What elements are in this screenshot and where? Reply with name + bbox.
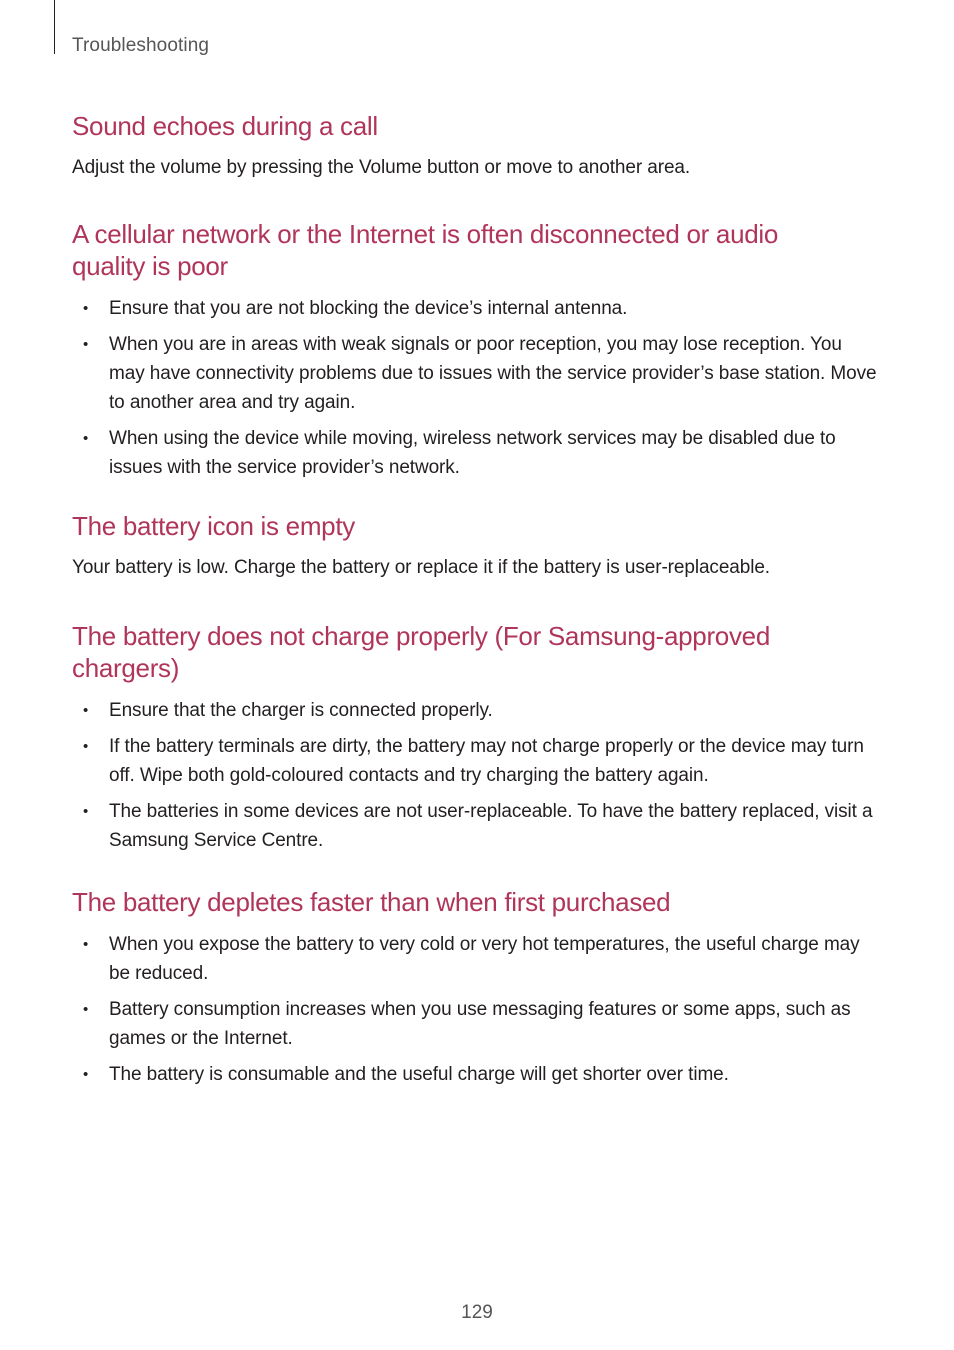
bullet-icon: • [83,336,89,353]
bullet-icon: • [83,1001,89,1018]
list-item-text: The batteries in some devices are not user-replaceable. To have the battery replaced, visit a Samsung Service Centre. [109,801,873,851]
list-item [72,995,882,1053]
section-heading-line: chargers) [72,653,180,683]
section-network-disconnected [72,218,882,482]
section-body: Your battery is low. Charge the battery or replace it if the battery is user-replaceable. [72,557,770,578]
bullet-list [72,294,882,482]
bullet-icon: • [83,738,89,755]
bullet-icon: • [83,1066,89,1083]
section-battery-depletes [72,886,882,1089]
section-heading-line: quality is poor [72,251,228,281]
bullet-icon: • [83,803,89,820]
list-item [72,797,882,855]
list-item [72,424,882,482]
bullet-list [72,930,882,1089]
page-number: 129 [461,1302,493,1323]
list-item [72,330,882,417]
section-heading [72,218,882,282]
list-item-text: When using the device while moving, wireless network services may be disabled due to issues with the service provider’s network. [109,428,836,478]
list-item [72,732,882,790]
list-item-text: If the battery terminals are dirty, the battery may not charge properly or the device may turn off. Wipe both gold-coloured contacts and try charging the battery again. [109,736,864,786]
section-heading [72,620,882,684]
section-heading-line: A cellular network or the Internet is often disconnected or audio [72,219,779,249]
running-head: Troubleshooting [72,35,210,56]
bullet-list [72,696,882,855]
list-item [72,930,882,988]
section-heading: The battery depletes faster than when first purchased [72,887,671,917]
section-heading-line: The battery does not charge properly (For Samsung-approved [72,621,770,651]
section-heading: The battery icon is empty [72,511,355,541]
section-battery-not-charging [72,620,882,855]
bullet-icon: • [83,300,89,317]
bullet-icon: • [83,936,89,953]
list-item [72,1060,882,1089]
margin-rule [54,0,55,54]
section-heading: Sound echoes during a call [72,111,378,141]
list-item [72,294,882,323]
section-body: Adjust the volume by pressing the Volume button or move to another area. [72,157,691,178]
section-battery-icon-empty [72,510,882,582]
bullet-icon: • [83,702,89,719]
page-content [72,110,882,1096]
bullet-icon: • [83,430,89,447]
list-item-text: Battery consumption increases when you use messaging features or some apps, such as games or the Internet. [109,999,851,1049]
list-item-text: When you expose the battery to very cold or very hot temperatures, the useful charge may be reduced. [109,934,860,984]
list-item-text: Ensure that you are not blocking the device’s internal antenna. [109,298,628,319]
section-sound-echoes [72,110,882,182]
list-item-text: When you are in areas with weak signals or poor reception, you may lose reception. You may have connectivity problems due to issues with the service provider’s base station. Move to another area and try again. [109,334,877,413]
list-item [72,696,882,725]
list-item-text: The battery is consumable and the useful charge will get shorter over time. [109,1064,729,1085]
list-item-text: Ensure that the charger is connected properly. [109,700,493,721]
